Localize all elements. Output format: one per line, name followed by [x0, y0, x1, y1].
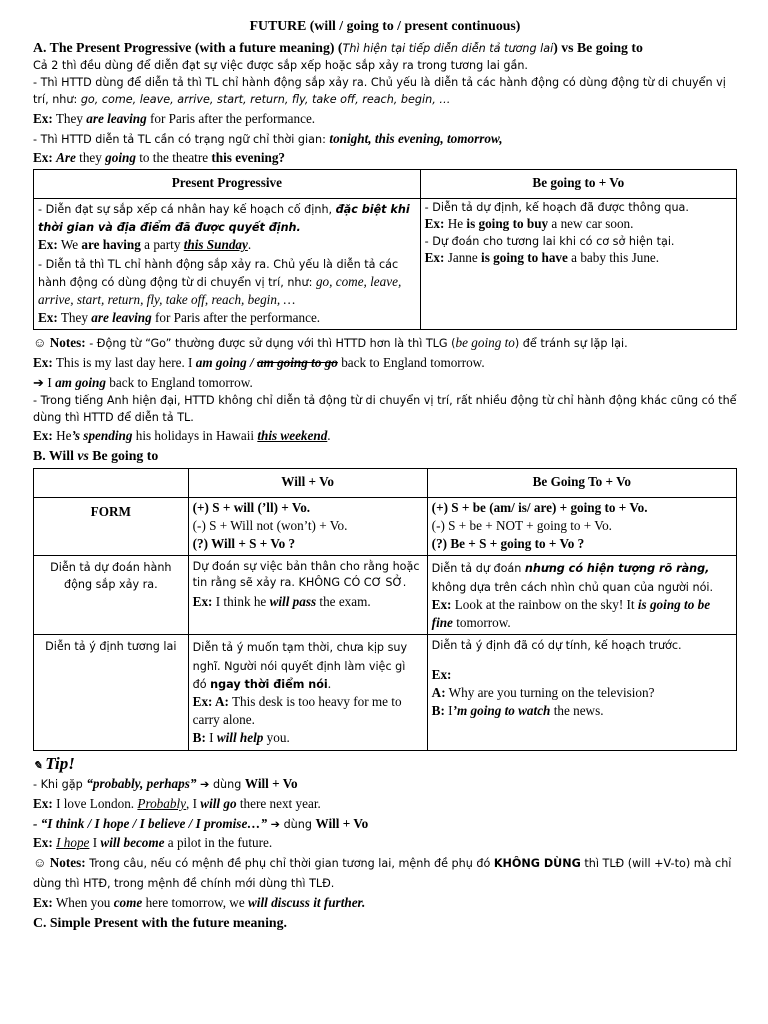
- notes-arrow-example: ➔ I am going back to England tomorrow.: [33, 375, 253, 391]
- page-title: FUTURE (will / going to / present continuous): [249, 18, 521, 33]
- section-a-line1: Cả 2 thì đều dùng để diễn đạt sự việc được sắp xếp hoặc sắp xảy ra trong tương lai gần.: [33, 59, 528, 73]
- will-vs-going-to-table: [33, 468, 737, 751]
- table2-header-will: Will + Vo: [188, 468, 427, 497]
- notes-example: Ex: This is my last day here. I am going / am going to go back to England tomorrow.: [33, 355, 485, 371]
- notes-modern-english: - Trong tiếng Anh hiện đại, HTTD không chỉ diễn tả động từ di chuyển vị trí, rất nhiều động từ chỉ hành động khác cũng có thể dùng thì HTTD để diễn tả TL.: [33, 393, 737, 424]
- tip-example1: Ex: I love London. Probably, I will go there next year.: [33, 795, 321, 811]
- right-arrow-icon: ➔: [33, 375, 45, 391]
- notes-go-verb: ☺ Notes: - Động từ “Go” thường được sử dụng với thì HTTD hơn là thì TLG (be going to) để tránh sự lặp lại.: [33, 335, 628, 351]
- pencil-icon: ✎: [33, 759, 43, 772]
- tip-line2: - “I think / I hope / I believe / I promise…” ➔ dùng Will + Vo: [33, 815, 369, 831]
- table2-row-form: FORM (+) S + will (’ll) + Vo. (-) S + Will not (won’t) + Vo. (?) Will + S + Vo ? (+) S + be (am/ is/ are) + going to + Vo. (-) S + be + NOT + going to + Vo. (?) Be + S + going to + Vo ?: [34, 497, 737, 556]
- section-a-line3: - Thì HTTD diễn tả TL cần có trạng ngữ chỉ thời gian: tonight, this evening, tomorrow,: [33, 130, 503, 146]
- section-c-heading: C. Simple Present with the future meaning.: [33, 914, 287, 930]
- notes-example2: Ex: He’s spending his holidays in Hawaii this weekend.: [33, 428, 331, 444]
- table2-row-prediction: Diễn tả dự đoán hành động sắp xảy ra. Dự đoán sự việc bản thân cho rằng hoặc tin rằng sẽ xảy ra. KHÔNG CÓ CƠ SỞ. Ex: I think he will pass the exam. Diễn tả dự đoán nhưng có hiện tượng rõ ràng, không dựa trên cách nhìn chủ quan của người nói. Ex: Look at the rainbow on the sky! It is going to be fine tomorrow.: [34, 556, 737, 635]
- table1-header-going-to: Be going to + Vo: [420, 170, 736, 199]
- table2-header-going-to: Be Going To + Vo: [427, 468, 736, 497]
- table2-row-intention: Diễn tả ý định tương lai Diễn tả ý muốn tạm thời, chưa kịp suy nghĩ. Người nói quyết định làm việc gì đó ngay thời điểm nói. Ex: A: This desk is too heavy for me to carry alone. B: I will help you. Diễn tả ý định đã có dự tính, kế hoạch trước. Ex: A: Why are you turning on the television? B: I’m going to watch the news.: [34, 635, 737, 750]
- tip-example2: Ex: I hope I will become a pilot in the future.: [33, 835, 273, 851]
- tip-heading: ✎ Tip!: [33, 753, 75, 773]
- section-a-heading: A. The Present Progressive (with a future meaning) (Thì hiện tại tiếp diễn diễn tả tương lai) vs Be going to: [33, 39, 643, 55]
- table1-going-to-cell: - Diễn tả dự định, kế hoạch đã được thông qua. Ex: He is going to buy a new car soon. - Dự đoán cho tương lai khi có cơ sở hiện tại. Ex: Janne is going to have a baby this June.: [420, 198, 736, 330]
- table2-header-empty: [34, 468, 189, 497]
- tip-example3: Ex: When you come here tomorrow, we will discuss it further.: [33, 894, 366, 910]
- table1-present-progressive-cell: - Diễn đạt sự sắp xếp cá nhân hay kế hoạch cố định, đặc biệt khi thời gian và địa điểm đã được quyết định. Ex: We are having a party this Sunday. - Diễn tả thì TL chỉ hành động sắp xảy ra. Chủ yếu là diễn tả các hành động có dùng động từ di chuyển vị trí, như: go, come, leave, arrive, start, return, fly, take off, reach, begin, … Ex: They are leaving for Paris after the performance.: [34, 198, 421, 330]
- tip-line1: - Khi gặp “probably, perhaps” ➔ dùng Will + Vo: [33, 775, 298, 791]
- section-a-example1: Ex: They are leaving for Paris after the performance.: [33, 110, 316, 126]
- section-a-line2: - Thì HTTD dùng để diễn tả thì TL chỉ hành động sắp xảy ra. Chủ yếu là diễn tả các hành động có dùng động từ di chuyển vị trí, như: go, come, leave, arrive, start, return, fly, take off, reach, begin, …: [33, 76, 726, 106]
- tip-notes: ☺ Notes: Trong câu, nếu có mệnh đề phụ chỉ thời gian tương lai, mệnh đề phụ đó KHÔNG DÙNG thì TLĐ (will +V-to) mà chỉ dùng thì HTĐ, trong mệnh đề chính mới dùng thì TLĐ.: [33, 855, 732, 890]
- smiley-icon: ☺: [33, 335, 47, 351]
- section-a-example2: Ex: Are they going to the theatre this evening?: [33, 150, 286, 166]
- table1-header-present-progressive: Present Progressive: [34, 170, 421, 199]
- present-progressive-vs-going-to-table: [33, 169, 737, 330]
- smiley-icon: ☺: [33, 855, 47, 871]
- section-b-heading: B. Will vs Be going to: [33, 448, 159, 464]
